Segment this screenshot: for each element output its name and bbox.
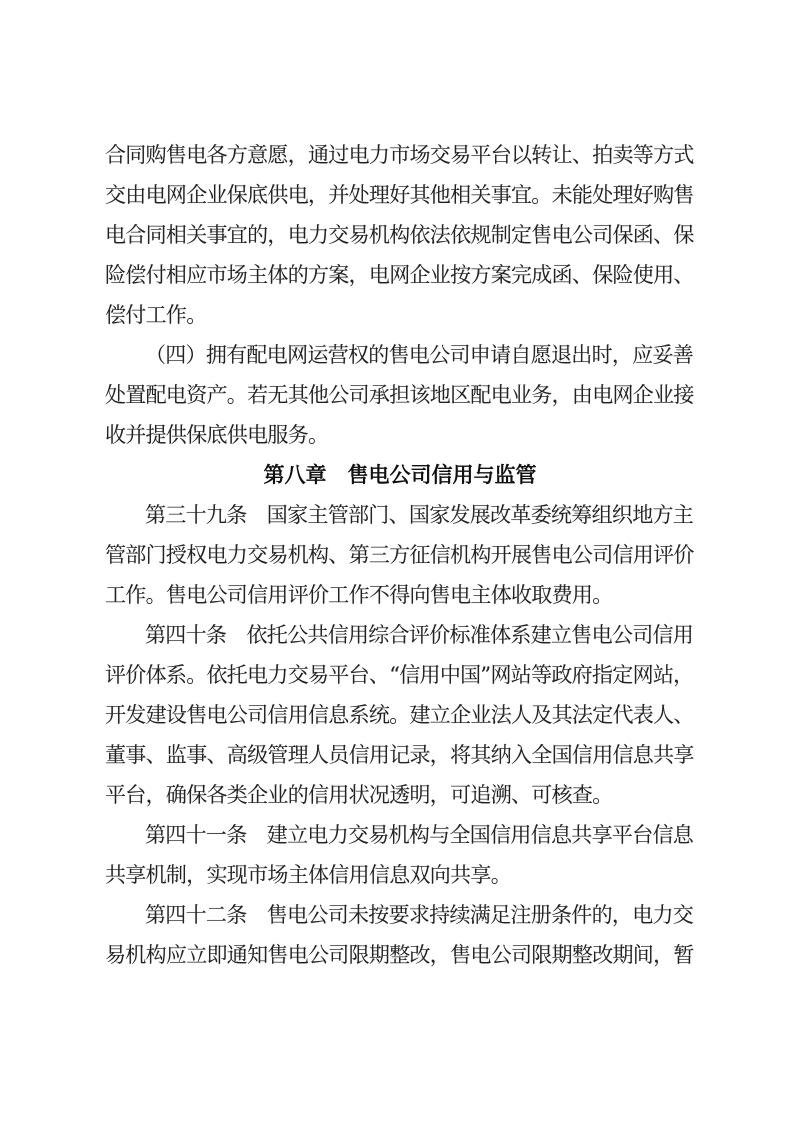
text-line: 交由电网企业保底供电，并处理好其他相关事宜。未能处理好购售	[105, 183, 694, 207]
text-line: 电合同相关事宜的，电力交易机构依法依规制定售电公司保函、保	[105, 223, 694, 247]
text-line: 第四十一条 建立电力交易机构与全国信用信息共享平台信息	[145, 823, 694, 847]
text-line: 评价体系。依托电力交易平台、“信用中国”网站等政府指定网站，	[105, 663, 694, 687]
text-line: 险偿付相应市场主体的方案，电网企业按方案完成函、保险使用、	[105, 263, 694, 287]
text-line: 管部门授权电力交易机构、第三方征信机构开展售电公司信用评价	[105, 543, 694, 567]
text-line: 第四十条 依托公共信用综合评价标准体系建立售电公司信用	[145, 623, 694, 647]
text-line: 偿付工作。	[105, 303, 207, 327]
text-line: 处置配电资产。若无其他公司承担该地区配电业务，由电网企业接	[105, 383, 694, 407]
chapter-heading: 第八章 售电公司信用与监管	[263, 463, 537, 487]
text-line: 工作。售电公司信用评价工作不得向售电主体收取费用。	[105, 583, 613, 607]
text-line: （四）拥有配电网运营权的售电公司申请自愿退出时，应妥善	[145, 343, 694, 367]
text-line: 易机构应立即通知售电公司限期整改，售电公司限期整改期间，暂	[105, 943, 694, 967]
text-line: 第三十九条 国家主管部门、国家发展改革委统筹组织地方主	[145, 503, 694, 527]
document-body	[105, 135, 695, 975]
text-line: 第四十二条 售电公司未按要求持续满足注册条件的，电力交	[145, 903, 694, 927]
text-line: 合同购售电各方意愿，通过电力市场交易平台以转让、拍卖等方式	[105, 143, 694, 167]
text-line: 收并提供保底供电服务。	[105, 423, 329, 447]
text-line: 开发建设售电公司信用信息系统。建立企业法人及其法定代表人、	[105, 703, 694, 727]
text-line: 平台，确保各类企业的信用状况透明，可追溯、可核查。	[105, 783, 613, 807]
text-line: 董事、监事、高级管理人员信用记录，将其纳入全国信用信息共享	[105, 743, 694, 767]
text-line: 共享机制，实现市场主体信用信息双向共享。	[105, 863, 511, 887]
